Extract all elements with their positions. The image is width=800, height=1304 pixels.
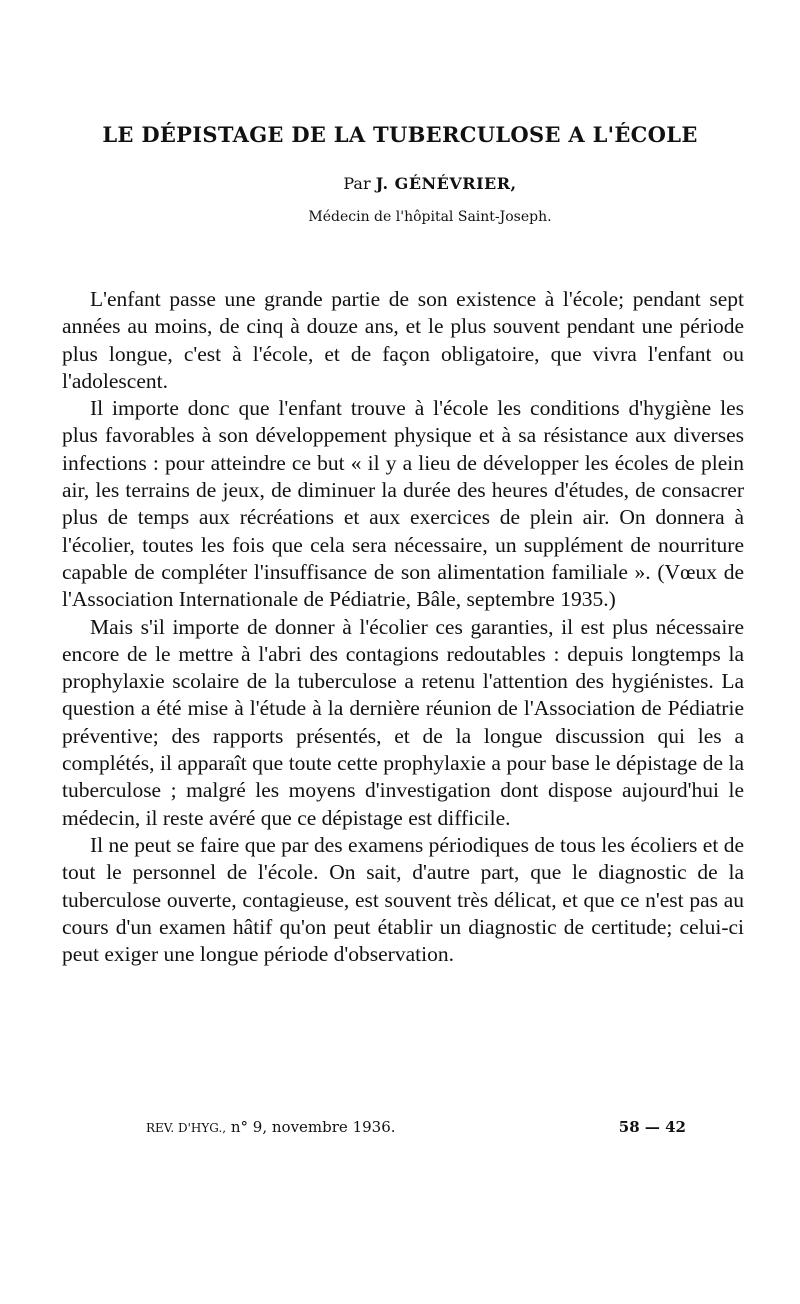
paragraph-1: L'enfant passe une grande partie de son existence à l'école; pendant sept années au moins, de cinq à douze ans, et le plus souvent pendant une période plus longue, c'est à l'école, et de façon obligatoire, que vivra l'enfant ou l'adolescent. (62, 287, 744, 393)
journal-abbreviation: REV. D'HYG., (146, 1121, 227, 1135)
article-body (62, 286, 744, 968)
byline-prefix: Par (343, 174, 371, 193)
author-affiliation: Médecin de l'hôpital Saint-Joseph. (308, 209, 552, 225)
paragraph-4: Il ne peut se faire que par des examens périodiques de tous les écoliers et de tout le personnel de l'école. On sait, d'autre part, que le diagnostic de la tuberculose ouverte, contagieuse, est souvent très délicat, et que ce n'est pas au cours d'un examen hâtif qu'on peut établir un diagnostic de certitude; celui-ci peut exiger une longue période d'observation. (62, 832, 744, 967)
journal-citation (146, 1118, 396, 1136)
journal-issue: n° 9, novembre 1936. (230, 1118, 396, 1136)
paragraph-2: Il importe donc que l'enfant trouve à l'école les conditions d'hygiène les plus favorables à son développement physique et à sa résistance aux diverses infections : pour atteindre ce but « il y a lieu de développer les écoles de plein air, les terrains de jeux, de diminuer la durée des heures d'études, de consacrer plus de temps aux récréations et aux exercices de plein air. On donnera à l'écolier, toutes les fois que cela sera nécessaire, un supplément de nourriture capable de compléter l'insuffisance de son alimentation familiale ». (Vœux de l'Association Internationale de Pédiatrie, Bâle, septembre 1935.) (62, 396, 744, 612)
paragraph-3: Mais s'il importe de donner à l'écolier ces garanties, il est plus nécessaire encore de le mettre à l'abri des contagions redoutables : depuis longtemps la prophylaxie scolaire de la tuberculose a retenu l'attention des hygiénistes. La question a été mise à l'étude à la dernière réunion de l'Association de Pédiatrie préventive; des rapports présentés, et de la longue discussion qui les a complétés, il apparaît que toute cette prophylaxie a pour base le dépistage de la tuberculose ; malgré les moyens d'investigation dont dispose aujourd'hui le médecin, il reste avéré que ce dépistage est difficile. (62, 614, 744, 830)
author-name: J. GÉNÉVRIER, (375, 174, 517, 193)
page-number: 58 — 42 (618, 1118, 686, 1136)
byline (0, 174, 800, 193)
article-title: LE DÉPISTAGE DE LA TUBERCULOSE A L'ÉCOLE (102, 122, 698, 147)
